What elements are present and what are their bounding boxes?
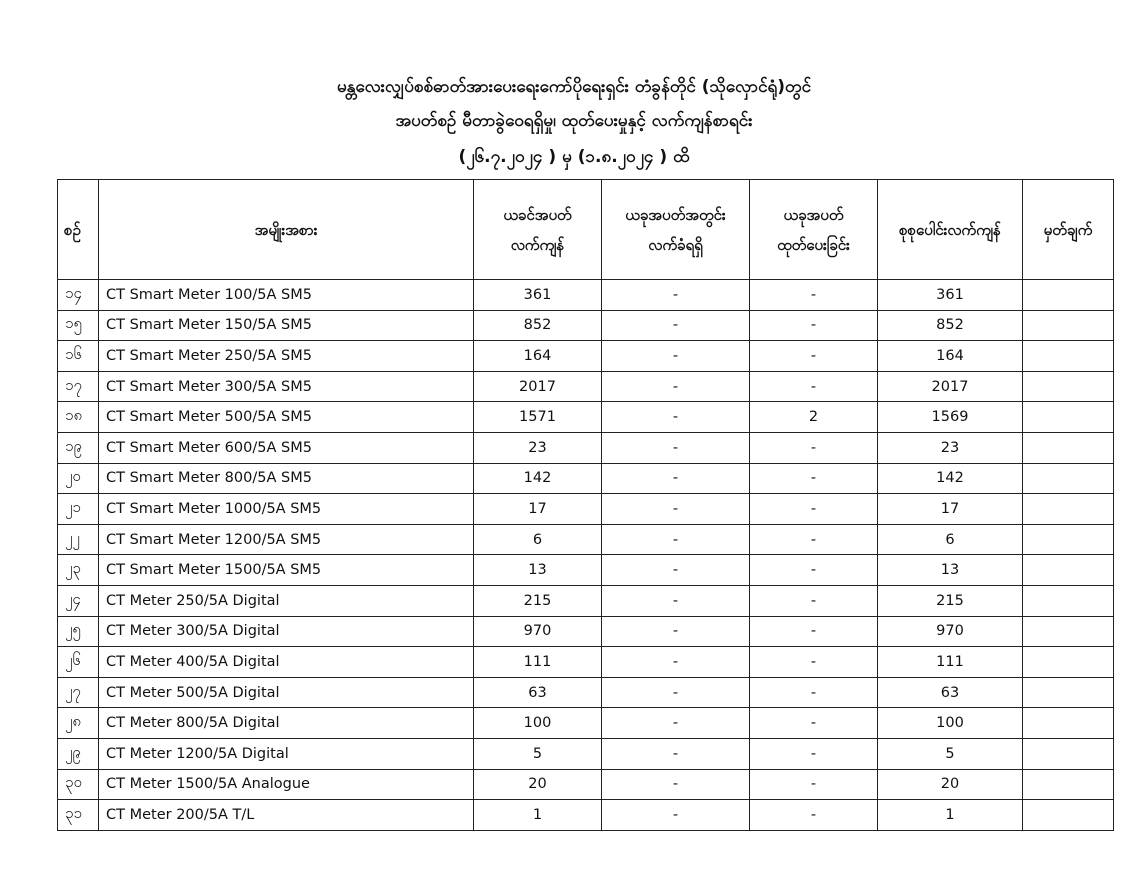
row-no: ၁၄ xyxy=(58,280,99,311)
row-no: ၂၄ xyxy=(58,585,99,616)
table-row xyxy=(58,616,1114,647)
table-row xyxy=(58,280,1114,311)
date-range: (၂၆.၇.၂၀၂၄ ) မှ (၁.၈.၂၀၂၄ ) ထိ xyxy=(458,147,690,167)
document-title: မန္တလေးလျှပ်စစ်ဓာတ်အားပေးရေးကော်ပိုရေးရှင်း တံခွန်တိုင် (သိုလှောင်ရုံ)တွင် xyxy=(336,77,812,97)
row-kind: CT Meter 500/5A Digital xyxy=(99,677,474,708)
row-kind: CT Meter 250/5A Digital xyxy=(99,585,474,616)
row-received: - xyxy=(602,463,750,494)
header-no: စဉ် xyxy=(58,180,99,280)
row-received: - xyxy=(602,677,750,708)
row-no: ၂၂ xyxy=(58,524,99,555)
row-remark xyxy=(1023,585,1114,616)
row-received: - xyxy=(602,555,750,586)
row-remark xyxy=(1023,647,1114,678)
row-prev-balance: 100 xyxy=(474,708,602,739)
row-prev-balance: 5 xyxy=(474,738,602,769)
header-prev-line1: ယခင်အပတ် xyxy=(503,205,572,224)
table-row xyxy=(58,769,1114,800)
row-prev-balance: 164 xyxy=(474,341,602,372)
row-remark xyxy=(1023,341,1114,372)
table-row xyxy=(58,585,1114,616)
row-issued: - xyxy=(750,677,878,708)
row-prev-balance: 215 xyxy=(474,585,602,616)
row-total-balance: 23 xyxy=(878,432,1023,463)
row-kind: CT Smart Meter 100/5A SM5 xyxy=(99,280,474,311)
row-remark xyxy=(1023,677,1114,708)
row-issued: - xyxy=(750,310,878,341)
header-issued-line1: ယခုအပတ် xyxy=(783,205,844,224)
row-kind: CT Smart Meter 250/5A SM5 xyxy=(99,341,474,372)
row-remark xyxy=(1023,738,1114,769)
row-no: ၁၅ xyxy=(58,310,99,341)
row-issued: - xyxy=(750,494,878,525)
row-prev-balance: 970 xyxy=(474,616,602,647)
table-row xyxy=(58,677,1114,708)
row-kind: CT Meter 200/5A T/L xyxy=(99,800,474,831)
row-received: - xyxy=(602,371,750,402)
row-no: ၃၀ xyxy=(58,769,99,800)
row-kind: CT Meter 400/5A Digital xyxy=(99,647,474,678)
row-prev-balance: 13 xyxy=(474,555,602,586)
row-no: ၂၇ xyxy=(58,677,99,708)
row-issued: - xyxy=(750,800,878,831)
row-remark xyxy=(1023,280,1114,311)
row-issued: - xyxy=(750,432,878,463)
row-received: - xyxy=(602,432,750,463)
row-total-balance: 164 xyxy=(878,341,1023,372)
row-received: - xyxy=(602,647,750,678)
row-kind: CT Smart Meter 800/5A SM5 xyxy=(99,463,474,494)
row-prev-balance: 1571 xyxy=(474,402,602,433)
row-remark xyxy=(1023,494,1114,525)
header-received xyxy=(602,180,750,280)
row-total-balance: 1569 xyxy=(878,402,1023,433)
row-total-balance: 20 xyxy=(878,769,1023,800)
row-received: - xyxy=(602,708,750,739)
header-remark: မှတ်ချက် xyxy=(1023,180,1114,280)
table-row xyxy=(58,494,1114,525)
row-remark xyxy=(1023,524,1114,555)
table-row xyxy=(58,402,1114,433)
row-received: - xyxy=(602,738,750,769)
row-issued: - xyxy=(750,738,878,769)
table-row xyxy=(58,555,1114,586)
row-kind: CT Meter 1200/5A Digital xyxy=(99,738,474,769)
row-total-balance: 361 xyxy=(878,280,1023,311)
table-row xyxy=(58,647,1114,678)
table-row xyxy=(58,524,1114,555)
row-issued: - xyxy=(750,769,878,800)
row-total-balance: 2017 xyxy=(878,371,1023,402)
row-received: - xyxy=(602,800,750,831)
row-prev-balance: 111 xyxy=(474,647,602,678)
row-total-balance: 215 xyxy=(878,585,1023,616)
row-kind: CT Smart Meter 1500/5A SM5 xyxy=(99,555,474,586)
row-kind: CT Smart Meter 600/5A SM5 xyxy=(99,432,474,463)
row-issued: - xyxy=(750,463,878,494)
row-total-balance: 970 xyxy=(878,616,1023,647)
table-row xyxy=(58,341,1114,372)
row-received: - xyxy=(602,769,750,800)
header-kind: အမျိုးအစား xyxy=(99,180,474,280)
header-total-balance: စုစုပေါင်းလက်ကျန် xyxy=(878,180,1023,280)
row-no: ၁၈ xyxy=(58,402,99,433)
row-total-balance: 13 xyxy=(878,555,1023,586)
row-no: ၂၁ xyxy=(58,494,99,525)
row-kind: CT Smart Meter 300/5A SM5 xyxy=(99,371,474,402)
row-received: - xyxy=(602,494,750,525)
row-prev-balance: 142 xyxy=(474,463,602,494)
header-received-line2: လက်ခံရရှိ xyxy=(648,235,703,254)
row-issued: - xyxy=(750,647,878,678)
row-received: - xyxy=(602,280,750,311)
row-no: ၂၉ xyxy=(58,738,99,769)
header-prev-balance xyxy=(474,180,602,280)
row-kind: CT Meter 300/5A Digital xyxy=(99,616,474,647)
row-kind: CT Smart Meter 1200/5A SM5 xyxy=(99,524,474,555)
table-body xyxy=(58,280,1114,831)
row-remark xyxy=(1023,555,1114,586)
row-no: ၂၈ xyxy=(58,708,99,739)
row-no: ၂၆ xyxy=(58,647,99,678)
row-prev-balance: 17 xyxy=(474,494,602,525)
row-total-balance: 17 xyxy=(878,494,1023,525)
row-prev-balance: 1 xyxy=(474,800,602,831)
row-kind: CT Smart Meter 150/5A SM5 xyxy=(99,310,474,341)
table-row xyxy=(58,800,1114,831)
row-issued: - xyxy=(750,524,878,555)
row-remark xyxy=(1023,800,1114,831)
header-received-line1: ယခုအပတ်အတွင်း xyxy=(625,205,726,224)
row-prev-balance: 23 xyxy=(474,432,602,463)
row-issued: - xyxy=(750,708,878,739)
row-issued: - xyxy=(750,280,878,311)
row-no: ၁၉ xyxy=(58,432,99,463)
row-total-balance: 111 xyxy=(878,647,1023,678)
document-subtitle: အပတ်စဉ် မီတာခွဲဝေရရှိမှု၊ ထုတ်ပေးမှုနှင့် လက်ကျန်စာရင်း xyxy=(395,111,753,131)
row-prev-balance: 6 xyxy=(474,524,602,555)
row-total-balance: 100 xyxy=(878,708,1023,739)
row-prev-balance: 361 xyxy=(474,280,602,311)
table-row xyxy=(58,463,1114,494)
row-no: ၂၅ xyxy=(58,616,99,647)
header-prev-line2: လက်ကျန် xyxy=(510,235,565,254)
row-no: ၂၃ xyxy=(58,555,99,586)
row-received: - xyxy=(602,585,750,616)
row-issued: 2 xyxy=(750,402,878,433)
row-issued: - xyxy=(750,341,878,372)
row-no: ၁၆ xyxy=(58,341,99,372)
row-total-balance: 63 xyxy=(878,677,1023,708)
row-received: - xyxy=(602,341,750,372)
row-remark xyxy=(1023,769,1114,800)
row-issued: - xyxy=(750,371,878,402)
row-prev-balance: 2017 xyxy=(474,371,602,402)
row-prev-balance: 63 xyxy=(474,677,602,708)
row-received: - xyxy=(602,524,750,555)
row-total-balance: 6 xyxy=(878,524,1023,555)
row-issued: - xyxy=(750,555,878,586)
row-total-balance: 5 xyxy=(878,738,1023,769)
row-total-balance: 852 xyxy=(878,310,1023,341)
row-remark xyxy=(1023,616,1114,647)
table-header-row xyxy=(58,180,1114,280)
row-remark xyxy=(1023,463,1114,494)
table-row xyxy=(58,371,1114,402)
row-remark xyxy=(1023,402,1114,433)
table-row xyxy=(58,708,1114,739)
row-total-balance: 1 xyxy=(878,800,1023,831)
row-remark xyxy=(1023,371,1114,402)
row-issued: - xyxy=(750,616,878,647)
row-received: - xyxy=(602,310,750,341)
row-received: - xyxy=(602,616,750,647)
row-prev-balance: 852 xyxy=(474,310,602,341)
row-issued: - xyxy=(750,585,878,616)
inventory-table xyxy=(57,179,1114,831)
row-prev-balance: 20 xyxy=(474,769,602,800)
row-no: ၂၀ xyxy=(58,463,99,494)
row-no: ၁၇ xyxy=(58,371,99,402)
row-received: - xyxy=(602,402,750,433)
table-row xyxy=(58,310,1114,341)
row-no: ၃၁ xyxy=(58,800,99,831)
table-row xyxy=(58,738,1114,769)
row-remark xyxy=(1023,310,1114,341)
row-kind: CT Meter 800/5A Digital xyxy=(99,708,474,739)
header-issued-line2: ထုတ်ပေးခြင်း xyxy=(777,235,850,254)
row-total-balance: 142 xyxy=(878,463,1023,494)
header-issued xyxy=(750,180,878,280)
row-remark xyxy=(1023,432,1114,463)
row-kind: CT Smart Meter 500/5A SM5 xyxy=(99,402,474,433)
row-remark xyxy=(1023,708,1114,739)
row-kind: CT Smart Meter 1000/5A SM5 xyxy=(99,494,474,525)
table-row xyxy=(58,432,1114,463)
row-kind: CT Meter 1500/5A Analogue xyxy=(99,769,474,800)
